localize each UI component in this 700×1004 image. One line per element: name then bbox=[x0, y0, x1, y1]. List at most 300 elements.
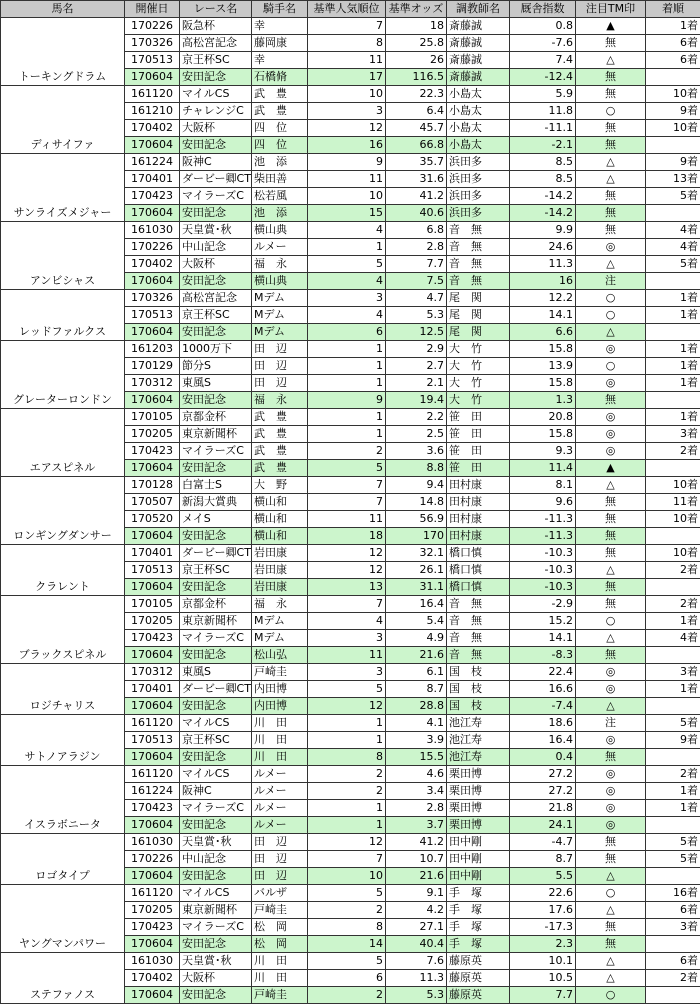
trainer-cell: 笹 田 bbox=[447, 426, 510, 443]
race-cell: 東京新聞杯 bbox=[180, 426, 252, 443]
popularity-cell: 2 bbox=[308, 987, 386, 1004]
trainer-cell: 音 無 bbox=[447, 647, 510, 664]
popularity-cell: 11 bbox=[308, 647, 386, 664]
finish-cell bbox=[646, 579, 700, 596]
stable-index-cell: 15.8 bbox=[510, 341, 576, 358]
race-cell: 阪神C bbox=[180, 154, 252, 171]
popularity-cell: 2 bbox=[308, 783, 386, 800]
trainer-cell: 橋口慎 bbox=[447, 579, 510, 596]
finish-cell bbox=[646, 273, 700, 290]
mark-cell: ◎ bbox=[576, 426, 646, 443]
finish-cell: 6着 bbox=[646, 902, 700, 919]
trainer-cell: 大 竹 bbox=[447, 358, 510, 375]
race-cell: 京王杯SC bbox=[180, 52, 252, 69]
date-cell: 170513 bbox=[125, 562, 180, 579]
jockey-cell: ルメー bbox=[252, 800, 308, 817]
jockey-cell: Mデム bbox=[252, 630, 308, 647]
mark-cell: 無 bbox=[576, 69, 646, 86]
popularity-cell: 2 bbox=[308, 766, 386, 783]
date-cell: 170604 bbox=[125, 69, 180, 86]
date-cell: 170401 bbox=[125, 681, 180, 698]
popularity-cell: 9 bbox=[308, 154, 386, 171]
trainer-cell: 浜田多 bbox=[447, 171, 510, 188]
race-cell: 天皇賞･秋 bbox=[180, 834, 252, 851]
race-cell: マイルCS bbox=[180, 885, 252, 902]
date-cell: 161203 bbox=[125, 341, 180, 358]
date-cell: 170604 bbox=[125, 749, 180, 766]
jockey-cell: 横山和 bbox=[252, 528, 308, 545]
stable-index-cell: 27.2 bbox=[510, 766, 576, 783]
date-cell: 170513 bbox=[125, 52, 180, 69]
race-cell: 新潟大賞典 bbox=[180, 494, 252, 511]
stable-index-cell: -10.3 bbox=[510, 579, 576, 596]
stable-index-cell: -10.3 bbox=[510, 562, 576, 579]
race-cell: マイラーズC bbox=[180, 919, 252, 936]
date-cell: 170423 bbox=[125, 800, 180, 817]
finish-cell: 10着 bbox=[646, 477, 700, 494]
jockey-cell: Mデム bbox=[252, 307, 308, 324]
race-cell: マイルCS bbox=[180, 715, 252, 732]
popularity-cell: 1 bbox=[308, 715, 386, 732]
jockey-cell: 戸崎圭 bbox=[252, 902, 308, 919]
trainer-cell: 池江寿 bbox=[447, 749, 510, 766]
stable-index-cell: 7.4 bbox=[510, 52, 576, 69]
odds-cell: 4.6 bbox=[386, 766, 447, 783]
popularity-cell: 3 bbox=[308, 664, 386, 681]
stable-index-cell: 27.2 bbox=[510, 783, 576, 800]
popularity-cell: 10 bbox=[308, 868, 386, 885]
popularity-cell: 1 bbox=[308, 800, 386, 817]
odds-cell: 10.7 bbox=[386, 851, 447, 868]
stable-index-cell: 9.3 bbox=[510, 443, 576, 460]
date-cell: 161120 bbox=[125, 885, 180, 902]
trainer-cell: 田村康 bbox=[447, 511, 510, 528]
odds-cell: 7.5 bbox=[386, 273, 447, 290]
date-cell: 170604 bbox=[125, 817, 180, 834]
odds-cell: 3.6 bbox=[386, 443, 447, 460]
stable-index-cell: 20.8 bbox=[510, 409, 576, 426]
odds-cell: 4.2 bbox=[386, 902, 447, 919]
jockey-cell: 川 田 bbox=[252, 749, 308, 766]
date-cell: 161210 bbox=[125, 103, 180, 120]
odds-cell: 21.6 bbox=[386, 647, 447, 664]
finish-cell: 16着 bbox=[646, 885, 700, 902]
mark-cell: 無 bbox=[576, 222, 646, 239]
jockey-cell: 幸 bbox=[252, 18, 308, 35]
date-cell: 161120 bbox=[125, 86, 180, 103]
date-cell: 170129 bbox=[125, 358, 180, 375]
popularity-cell: 8 bbox=[308, 35, 386, 52]
jockey-cell: 横山典 bbox=[252, 222, 308, 239]
horse-name: サンライズメジャー bbox=[1, 154, 125, 222]
mark-cell: ▲ bbox=[576, 460, 646, 477]
trainer-cell: 浜田多 bbox=[447, 205, 510, 222]
finish-cell: 1着 bbox=[646, 613, 700, 630]
race-cell: マイラーズC bbox=[180, 188, 252, 205]
odds-cell: 21.6 bbox=[386, 868, 447, 885]
popularity-cell: 5 bbox=[308, 460, 386, 477]
trainer-cell: 手 塚 bbox=[447, 936, 510, 953]
finish-cell bbox=[646, 868, 700, 885]
trainer-cell: 手 塚 bbox=[447, 885, 510, 902]
jockey-cell: 横山和 bbox=[252, 511, 308, 528]
mark-cell: 注 bbox=[576, 715, 646, 732]
jockey-cell: 武 豊 bbox=[252, 103, 308, 120]
date-cell: 170226 bbox=[125, 851, 180, 868]
mark-cell: ○ bbox=[576, 290, 646, 307]
mark-cell: 無 bbox=[576, 511, 646, 528]
stable-index-cell: 0.4 bbox=[510, 749, 576, 766]
odds-cell: 2.1 bbox=[386, 375, 447, 392]
trainer-cell: 田中剛 bbox=[447, 868, 510, 885]
date-cell: 170604 bbox=[125, 698, 180, 715]
horse-name: サトノアラジン bbox=[1, 715, 125, 766]
date-cell: 170402 bbox=[125, 120, 180, 137]
popularity-cell: 5 bbox=[308, 681, 386, 698]
finish-cell: 1着 bbox=[646, 341, 700, 358]
race-cell: 京王杯SC bbox=[180, 732, 252, 749]
horse-name: エアスピネル bbox=[1, 409, 125, 477]
table-row bbox=[1, 154, 700, 171]
finish-cell: 5着 bbox=[646, 834, 700, 851]
finish-cell bbox=[646, 205, 700, 222]
trainer-cell: 栗田博 bbox=[447, 783, 510, 800]
date-cell: 170604 bbox=[125, 647, 180, 664]
date-cell: 170604 bbox=[125, 137, 180, 154]
jockey-cell: ルメー bbox=[252, 817, 308, 834]
stable-index-cell: 9.9 bbox=[510, 222, 576, 239]
mark-cell: ○ bbox=[576, 987, 646, 1004]
date-cell: 170423 bbox=[125, 443, 180, 460]
finish-cell bbox=[646, 528, 700, 545]
jockey-cell: 池 添 bbox=[252, 205, 308, 222]
stable-index-cell: 11.3 bbox=[510, 256, 576, 273]
trainer-cell: 音 無 bbox=[447, 596, 510, 613]
race-cell: 高松宮記念 bbox=[180, 290, 252, 307]
jockey-cell: 川 田 bbox=[252, 970, 308, 987]
trainer-cell: 浜田多 bbox=[447, 154, 510, 171]
popularity-cell: 1 bbox=[308, 817, 386, 834]
jockey-cell: 川 田 bbox=[252, 953, 308, 970]
jockey-cell: 田 辺 bbox=[252, 375, 308, 392]
trainer-cell: 斎藤誠 bbox=[447, 52, 510, 69]
table-row bbox=[1, 290, 700, 307]
finish-cell: 6着 bbox=[646, 35, 700, 52]
race-cell: マイルCS bbox=[180, 766, 252, 783]
finish-cell: 9着 bbox=[646, 732, 700, 749]
race-cell: マイラーズC bbox=[180, 630, 252, 647]
stable-index-cell: 5.5 bbox=[510, 868, 576, 885]
finish-cell: 1着 bbox=[646, 681, 700, 698]
date-cell: 170604 bbox=[125, 528, 180, 545]
horse-name: ヤングマンパワー bbox=[1, 885, 125, 953]
finish-cell: 4着 bbox=[646, 239, 700, 256]
mark-cell: ◎ bbox=[576, 375, 646, 392]
trainer-cell: 大 竹 bbox=[447, 341, 510, 358]
column-header: 開催日 bbox=[125, 1, 180, 18]
mark-cell: △ bbox=[576, 154, 646, 171]
stable-index-cell: 16.4 bbox=[510, 732, 576, 749]
mark-cell: 無 bbox=[576, 205, 646, 222]
date-cell: 170604 bbox=[125, 868, 180, 885]
popularity-cell: 16 bbox=[308, 137, 386, 154]
mark-cell: 無 bbox=[576, 528, 646, 545]
odds-cell: 22.3 bbox=[386, 86, 447, 103]
popularity-cell: 4 bbox=[308, 307, 386, 324]
mark-cell: ◎ bbox=[576, 341, 646, 358]
trainer-cell: 手 塚 bbox=[447, 919, 510, 936]
odds-cell: 5.4 bbox=[386, 613, 447, 630]
popularity-cell: 12 bbox=[308, 120, 386, 137]
stable-index-cell: 10.5 bbox=[510, 970, 576, 987]
stable-index-cell: -11.3 bbox=[510, 528, 576, 545]
finish-cell bbox=[646, 817, 700, 834]
date-cell: 170128 bbox=[125, 477, 180, 494]
popularity-cell: 12 bbox=[308, 545, 386, 562]
trainer-cell: 尾 関 bbox=[447, 324, 510, 341]
mark-cell: ◎ bbox=[576, 239, 646, 256]
finish-cell: 2着 bbox=[646, 562, 700, 579]
table-row bbox=[1, 664, 700, 681]
date-cell: 170205 bbox=[125, 902, 180, 919]
race-cell: 京王杯SC bbox=[180, 307, 252, 324]
jockey-cell: 川 田 bbox=[252, 732, 308, 749]
finish-cell: 2着 bbox=[646, 766, 700, 783]
mark-cell: △ bbox=[576, 698, 646, 715]
stable-index-cell: 8.5 bbox=[510, 154, 576, 171]
mark-cell: ○ bbox=[576, 885, 646, 902]
popularity-cell: 6 bbox=[308, 324, 386, 341]
finish-cell: 10着 bbox=[646, 511, 700, 528]
stable-index-cell: 12.2 bbox=[510, 290, 576, 307]
stable-index-cell: 21.8 bbox=[510, 800, 576, 817]
trainer-cell: 手 塚 bbox=[447, 902, 510, 919]
odds-cell: 40.4 bbox=[386, 936, 447, 953]
mark-cell: △ bbox=[576, 477, 646, 494]
table-row bbox=[1, 953, 700, 970]
table-row bbox=[1, 341, 700, 358]
mark-cell: △ bbox=[576, 902, 646, 919]
finish-cell: 3着 bbox=[646, 426, 700, 443]
race-cell: 京都金杯 bbox=[180, 596, 252, 613]
jockey-cell: 田 辺 bbox=[252, 834, 308, 851]
stable-index-cell: -2.9 bbox=[510, 596, 576, 613]
popularity-cell: 18 bbox=[308, 528, 386, 545]
race-cell: 安田記念 bbox=[180, 137, 252, 154]
horse-name: ロゴタイプ bbox=[1, 834, 125, 885]
finish-cell: 1着 bbox=[646, 800, 700, 817]
trainer-cell: 栗田博 bbox=[447, 800, 510, 817]
stable-index-cell: 13.9 bbox=[510, 358, 576, 375]
odds-cell: 8.7 bbox=[386, 681, 447, 698]
popularity-cell: 7 bbox=[308, 596, 386, 613]
date-cell: 170604 bbox=[125, 460, 180, 477]
finish-cell: 6着 bbox=[646, 52, 700, 69]
race-cell: 京王杯SC bbox=[180, 562, 252, 579]
finish-cell: 4着 bbox=[646, 630, 700, 647]
stable-index-cell: -10.3 bbox=[510, 545, 576, 562]
odds-cell: 6.8 bbox=[386, 222, 447, 239]
finish-cell bbox=[646, 137, 700, 154]
race-cell: 東京新聞杯 bbox=[180, 613, 252, 630]
jockey-cell: 戸崎圭 bbox=[252, 664, 308, 681]
date-cell: 170312 bbox=[125, 375, 180, 392]
date-cell: 161224 bbox=[125, 154, 180, 171]
horse-name: クラレント bbox=[1, 545, 125, 596]
mark-cell: 無 bbox=[576, 545, 646, 562]
mark-cell: 無 bbox=[576, 137, 646, 154]
mark-cell: 無 bbox=[576, 749, 646, 766]
race-cell: 高松宮記念 bbox=[180, 35, 252, 52]
jockey-cell: Mデム bbox=[252, 324, 308, 341]
finish-cell: 3着 bbox=[646, 919, 700, 936]
popularity-cell: 7 bbox=[308, 851, 386, 868]
date-cell: 170326 bbox=[125, 290, 180, 307]
date-cell: 170402 bbox=[125, 970, 180, 987]
odds-cell: 66.8 bbox=[386, 137, 447, 154]
popularity-cell: 1 bbox=[308, 358, 386, 375]
jockey-cell: 松山弘 bbox=[252, 647, 308, 664]
jockey-cell: 福 永 bbox=[252, 392, 308, 409]
odds-cell: 19.4 bbox=[386, 392, 447, 409]
finish-cell: 9着 bbox=[646, 154, 700, 171]
odds-cell: 5.3 bbox=[386, 307, 447, 324]
table-row bbox=[1, 545, 700, 562]
stable-index-cell: -12.4 bbox=[510, 69, 576, 86]
mark-cell: 無 bbox=[576, 919, 646, 936]
odds-cell: 2.2 bbox=[386, 409, 447, 426]
stable-index-cell: 14.1 bbox=[510, 307, 576, 324]
popularity-cell: 10 bbox=[308, 86, 386, 103]
mark-cell: ◎ bbox=[576, 800, 646, 817]
race-cell: 東風S bbox=[180, 664, 252, 681]
trainer-cell: 橋口慎 bbox=[447, 562, 510, 579]
finish-cell: 5着 bbox=[646, 715, 700, 732]
mark-cell: ◎ bbox=[576, 664, 646, 681]
stable-index-cell: 8.7 bbox=[510, 851, 576, 868]
horse-name: ブラックスピネル bbox=[1, 596, 125, 664]
race-cell: 天皇賞･秋 bbox=[180, 222, 252, 239]
column-header: 注目TM印 bbox=[576, 1, 646, 18]
popularity-cell: 1 bbox=[308, 426, 386, 443]
date-cell: 170326 bbox=[125, 35, 180, 52]
finish-cell bbox=[646, 987, 700, 1004]
trainer-cell: 藤原英 bbox=[447, 970, 510, 987]
race-cell: マイラーズC bbox=[180, 800, 252, 817]
odds-cell: 26 bbox=[386, 52, 447, 69]
jockey-cell: Mデム bbox=[252, 290, 308, 307]
popularity-cell: 1 bbox=[308, 409, 386, 426]
table-body bbox=[1, 18, 700, 1004]
finish-cell: 10着 bbox=[646, 86, 700, 103]
odds-cell: 5.3 bbox=[386, 987, 447, 1004]
race-cell: 阪神C bbox=[180, 783, 252, 800]
jockey-cell: 松 岡 bbox=[252, 936, 308, 953]
trainer-cell: 栗田博 bbox=[447, 817, 510, 834]
race-cell: 大阪杯 bbox=[180, 970, 252, 987]
trainer-cell: 藤原英 bbox=[447, 987, 510, 1004]
odds-cell: 9.4 bbox=[386, 477, 447, 494]
table-row bbox=[1, 834, 700, 851]
stable-index-cell: -8.3 bbox=[510, 647, 576, 664]
odds-cell: 16.4 bbox=[386, 596, 447, 613]
trainer-cell: 音 無 bbox=[447, 613, 510, 630]
trainer-cell: 音 無 bbox=[447, 273, 510, 290]
finish-cell: 1着 bbox=[646, 290, 700, 307]
odds-cell: 56.9 bbox=[386, 511, 447, 528]
mark-cell: ◎ bbox=[576, 681, 646, 698]
popularity-cell: 11 bbox=[308, 171, 386, 188]
odds-cell: 28.8 bbox=[386, 698, 447, 715]
date-cell: 170226 bbox=[125, 18, 180, 35]
popularity-cell: 5 bbox=[308, 256, 386, 273]
horse-name: グレーターロンドン bbox=[1, 341, 125, 409]
jockey-cell: 岩田康 bbox=[252, 545, 308, 562]
mark-cell: 無 bbox=[576, 494, 646, 511]
trainer-cell: 大 竹 bbox=[447, 375, 510, 392]
column-header: レース名 bbox=[180, 1, 252, 18]
stable-index-cell: 8.1 bbox=[510, 477, 576, 494]
trainer-cell: 斎藤誠 bbox=[447, 18, 510, 35]
odds-cell: 11.3 bbox=[386, 970, 447, 987]
mark-cell: △ bbox=[576, 630, 646, 647]
jockey-cell: 横山和 bbox=[252, 494, 308, 511]
odds-cell: 116.5 bbox=[386, 69, 447, 86]
jockey-cell: 四 位 bbox=[252, 120, 308, 137]
jockey-cell: 武 豊 bbox=[252, 426, 308, 443]
jockey-cell: ルメー bbox=[252, 783, 308, 800]
stable-index-cell: 0.8 bbox=[510, 18, 576, 35]
mark-cell: 無 bbox=[576, 647, 646, 664]
trainer-cell: 斎藤誠 bbox=[447, 35, 510, 52]
trainer-cell: 国 枝 bbox=[447, 681, 510, 698]
odds-cell: 3.4 bbox=[386, 783, 447, 800]
race-cell: 安田記念 bbox=[180, 868, 252, 885]
race-cell: 安田記念 bbox=[180, 528, 252, 545]
race-cell: ダービー卿CT bbox=[180, 681, 252, 698]
odds-cell: 35.7 bbox=[386, 154, 447, 171]
finish-cell: 3着 bbox=[646, 664, 700, 681]
finish-cell: 2着 bbox=[646, 443, 700, 460]
odds-cell: 6.4 bbox=[386, 103, 447, 120]
horse-name: トーキングドラム bbox=[1, 18, 125, 86]
jockey-cell: 内田博 bbox=[252, 698, 308, 715]
race-cell: チャレンジC bbox=[180, 103, 252, 120]
date-cell: 170604 bbox=[125, 324, 180, 341]
popularity-cell: 17 bbox=[308, 69, 386, 86]
odds-cell: 7.6 bbox=[386, 953, 447, 970]
popularity-cell: 12 bbox=[308, 834, 386, 851]
stable-index-cell: 24.1 bbox=[510, 817, 576, 834]
odds-cell: 7.7 bbox=[386, 256, 447, 273]
race-cell: 東京新聞杯 bbox=[180, 902, 252, 919]
stable-index-cell: 7.7 bbox=[510, 987, 576, 1004]
popularity-cell: 13 bbox=[308, 579, 386, 596]
stable-index-cell: 11.8 bbox=[510, 103, 576, 120]
odds-cell: 41.2 bbox=[386, 834, 447, 851]
trainer-cell: 斎藤誠 bbox=[447, 69, 510, 86]
popularity-cell: 7 bbox=[308, 18, 386, 35]
stable-index-cell: -14.2 bbox=[510, 205, 576, 222]
odds-cell: 2.7 bbox=[386, 358, 447, 375]
trainer-cell: 田中剛 bbox=[447, 834, 510, 851]
finish-cell: 5着 bbox=[646, 188, 700, 205]
finish-cell: 1着 bbox=[646, 375, 700, 392]
mark-cell: 無 bbox=[576, 120, 646, 137]
race-cell: 安田記念 bbox=[180, 392, 252, 409]
mark-cell: ○ bbox=[576, 103, 646, 120]
stable-index-cell: 16 bbox=[510, 273, 576, 290]
